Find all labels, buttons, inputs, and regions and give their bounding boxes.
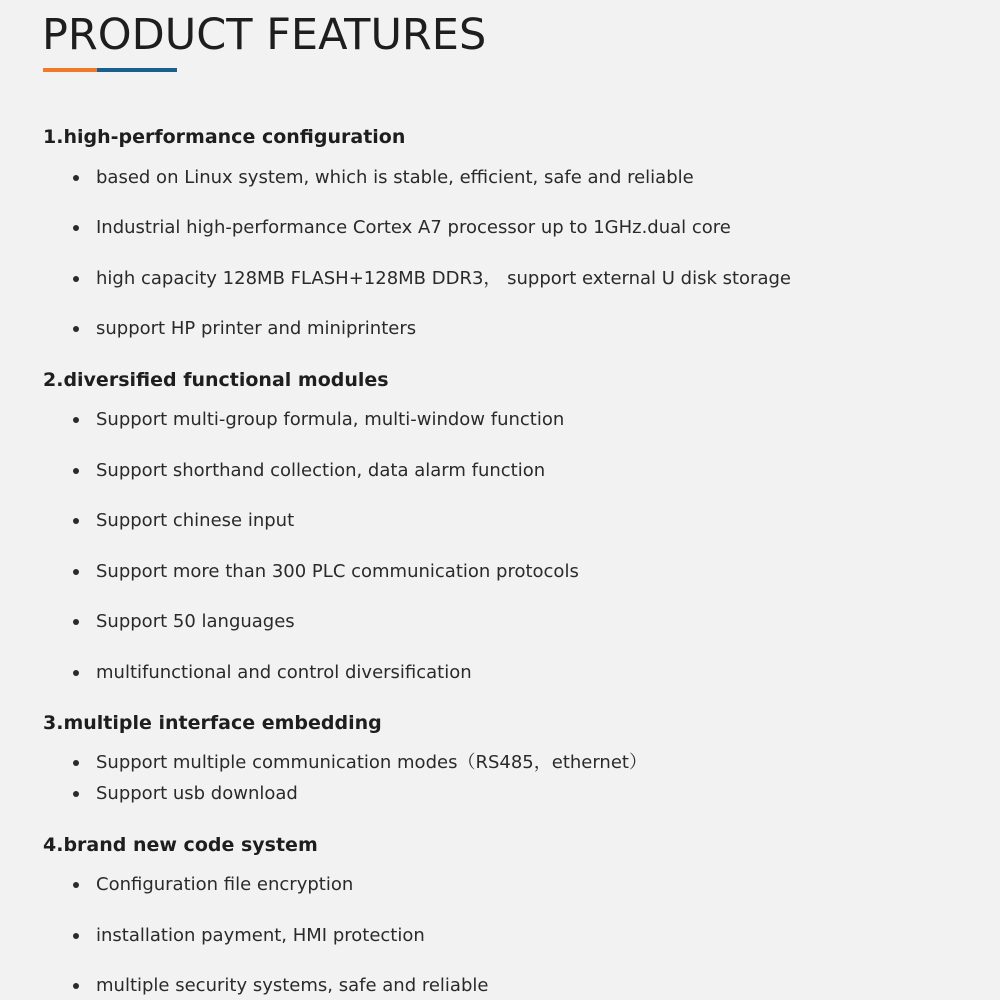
list-item-text: Support multi-group formula, multi-window function xyxy=(96,409,565,430)
bullet-icon xyxy=(73,791,79,797)
title-underline xyxy=(43,68,177,72)
section-heading-modules: 2.diversified functional modules xyxy=(43,369,389,391)
list-item-text: Industrial high-performance Cortex A7 processor up to 1GHz.dual core xyxy=(96,217,731,238)
list-item-text: Support multiple communication modes（RS485，ethernet） xyxy=(96,752,647,773)
list-item-text: Configuration file encryption xyxy=(96,874,354,895)
list-item-text: Support 50 languages xyxy=(96,611,295,632)
bullet-icon xyxy=(73,670,79,676)
section-heading-interface: 3.multiple interface embedding xyxy=(43,712,382,734)
list-item-text: Support shorthand collection, data alarm function xyxy=(96,460,546,481)
list-item-text: Support chinese input xyxy=(96,510,295,531)
bullet-icon xyxy=(73,882,79,888)
page-title: PRODUCT FEATURES xyxy=(42,10,487,60)
bullet-icon xyxy=(73,518,79,524)
bullet-icon xyxy=(73,175,79,181)
list-item-text: installation payment, HMI protection xyxy=(96,925,425,946)
bullet-icon xyxy=(73,276,79,282)
list-item-text: high capacity 128MB FLASH+128MB DDR3， support external U disk storage xyxy=(96,268,791,289)
section-heading-performance: 1.high-performance configuration xyxy=(43,126,406,148)
underline-blue-segment xyxy=(97,68,177,72)
list-item-text: based on Linux system, which is stable, efficient, safe and reliable xyxy=(96,167,694,188)
bullet-icon xyxy=(73,983,79,989)
bullet-icon xyxy=(73,468,79,474)
bullet-icon xyxy=(73,933,79,939)
list-item-text: multiple security systems, safe and reliable xyxy=(96,975,489,996)
underline-orange-segment xyxy=(43,68,97,72)
bullet-icon xyxy=(73,326,79,332)
bullet-icon xyxy=(73,569,79,575)
list-item-text: Support more than 300 PLC communication protocols xyxy=(96,561,579,582)
list-item-text: multifunctional and control diversification xyxy=(96,662,472,683)
list-item-text: Support usb download xyxy=(96,783,298,804)
section-heading-code-system: 4.brand new code system xyxy=(43,834,318,856)
bullet-icon xyxy=(73,619,79,625)
bullet-icon xyxy=(73,760,79,766)
bullet-icon xyxy=(73,225,79,231)
bullet-icon xyxy=(73,417,79,423)
list-item-text: support HP printer and miniprinters xyxy=(96,318,417,339)
